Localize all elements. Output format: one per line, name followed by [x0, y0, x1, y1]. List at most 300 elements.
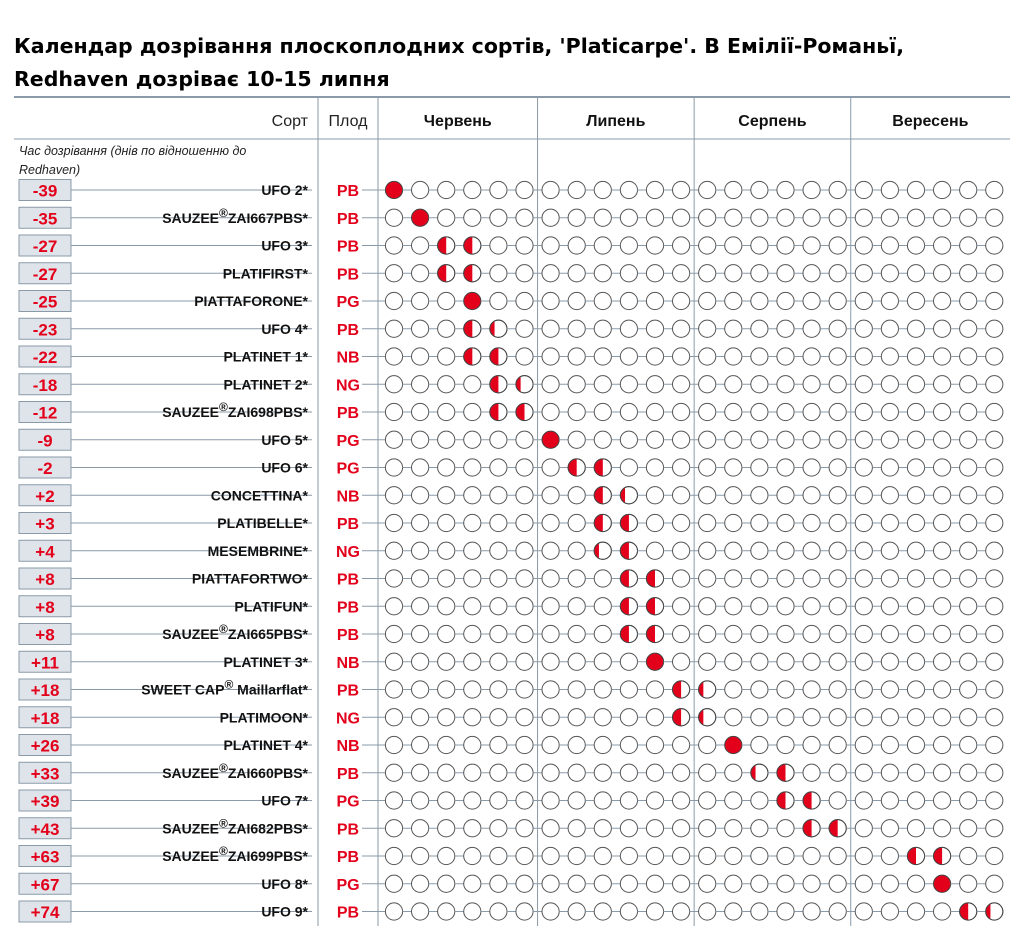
period-circle [385, 514, 402, 531]
registered-mark: ® [219, 205, 228, 220]
variety-name [162, 844, 308, 864]
period-circle [516, 875, 533, 892]
period-circle [620, 903, 637, 920]
period-circle [881, 376, 898, 393]
period-circle [699, 376, 716, 393]
period-circle [829, 542, 846, 559]
period-circle [594, 403, 611, 420]
period-circle [385, 736, 402, 753]
variety-row [19, 622, 1003, 645]
variety-row [19, 457, 1003, 478]
period-circle [829, 237, 846, 254]
period-circle [412, 764, 429, 781]
variety-rows [19, 180, 1003, 923]
fruit-type: PB [336, 183, 360, 200]
period-circle [725, 847, 742, 864]
variety-suffix: ZAI682PBS* [227, 820, 308, 837]
period-circle [725, 681, 742, 698]
offset-value: -39 [32, 181, 58, 201]
period-circle [751, 820, 768, 837]
period-circle [438, 292, 455, 309]
period-circle [751, 736, 768, 753]
period-circle [855, 820, 872, 837]
period-circle [751, 403, 768, 420]
period-circle [751, 209, 768, 226]
period-circle [725, 542, 742, 559]
period-circle [855, 265, 872, 282]
period-circle [829, 653, 846, 670]
period-circle [751, 570, 768, 587]
period-circle [881, 237, 898, 254]
period-circle [412, 181, 429, 198]
period-circle [881, 681, 898, 698]
period-circle [777, 181, 794, 198]
period-circle [699, 598, 716, 615]
period-circle [412, 653, 429, 670]
variety-row [19, 761, 1003, 784]
period-circle [751, 875, 768, 892]
ripening-mark-half [464, 320, 473, 337]
variety-name [162, 816, 308, 836]
period-circle [881, 403, 898, 420]
period-circle [646, 709, 663, 726]
period-circle [646, 237, 663, 254]
period-circle [829, 903, 846, 920]
period-circle [594, 292, 611, 309]
period-circle [855, 348, 872, 365]
period-circle [646, 847, 663, 864]
offset-value: +3 [35, 514, 55, 534]
period-circle [385, 487, 402, 504]
period-circle [673, 903, 690, 920]
period-circle [620, 320, 637, 337]
ripening-mark-half [464, 348, 473, 365]
period-circle [542, 320, 559, 337]
period-circle [907, 903, 924, 920]
period-circle [829, 209, 846, 226]
variety-name [162, 400, 308, 420]
period-circle [385, 653, 402, 670]
ripening-mark-half [620, 625, 629, 642]
period-circle [855, 709, 872, 726]
variety-name: CONCETTINA* [210, 487, 308, 504]
period-circle [438, 487, 455, 504]
period-circle [960, 570, 977, 587]
offset-value: -35 [32, 209, 58, 229]
period-circle [986, 320, 1003, 337]
period-circle [412, 542, 429, 559]
variety-name: UFO 5* [261, 431, 308, 448]
fruit-type: NG [336, 377, 360, 395]
registered-mark: ® [219, 622, 228, 636]
period-circle [516, 348, 533, 365]
variety-name: PLATINET 2* [223, 376, 308, 393]
period-circle [620, 709, 637, 726]
period-circle [620, 431, 637, 448]
period-circle [855, 514, 872, 531]
period-circle [751, 459, 768, 476]
period-circle [438, 403, 455, 420]
period-circle [881, 292, 898, 309]
offset-value: +4 [35, 542, 55, 562]
period-circle [516, 237, 533, 254]
period-circle [986, 542, 1003, 559]
period-circle [725, 265, 742, 282]
period-circle [907, 792, 924, 809]
offset-value: +39 [30, 792, 60, 811]
period-circle [881, 736, 898, 753]
variety-name: PIATTAFORONE* [194, 293, 308, 309]
period-circle [829, 292, 846, 309]
period-circle [412, 487, 429, 504]
period-circle [490, 237, 507, 254]
period-circle [673, 376, 690, 393]
period-circle [542, 542, 559, 559]
period-circle [385, 709, 402, 726]
variety-row [19, 844, 1003, 867]
fruit-type: PB [336, 627, 360, 644]
period-circle [855, 792, 872, 809]
period-circle [855, 764, 872, 781]
fruit-type: PG [336, 432, 360, 450]
period-circle [986, 403, 1003, 420]
period-circle [934, 265, 951, 282]
variety-suffix: ZAI699PBS* [227, 848, 308, 864]
period-circle [412, 847, 429, 864]
period-circle [620, 209, 637, 226]
month-label: Липень [586, 113, 646, 130]
ripening-mark-half [594, 459, 603, 476]
period-circle [855, 431, 872, 448]
period-circle [934, 764, 951, 781]
period-circle [960, 653, 977, 670]
period-circle [412, 820, 429, 837]
period-circle [934, 736, 951, 753]
period-circle [829, 431, 846, 448]
period-circle [412, 570, 429, 587]
period-circle [986, 459, 1003, 476]
period-circle [907, 292, 924, 309]
period-circle [516, 847, 533, 864]
period-circle [829, 376, 846, 393]
period-circle [594, 847, 611, 864]
period-circle [385, 903, 402, 920]
period-circle [907, 431, 924, 448]
period-circle [464, 431, 481, 448]
period-circle [673, 542, 690, 559]
period-circle [438, 459, 455, 476]
period-circle [725, 514, 742, 531]
period-circle [594, 681, 611, 698]
variety-row [19, 596, 1003, 617]
variety-row [19, 235, 1003, 256]
period-circle [803, 320, 820, 337]
offset-value: -12 [32, 403, 58, 423]
variety-row [19, 735, 1003, 756]
period-circle [934, 292, 951, 309]
offset-value: +33 [30, 764, 60, 784]
fruit-type: NG [336, 710, 360, 728]
period-circle [646, 265, 663, 282]
period-circle [960, 487, 977, 504]
period-circle [673, 181, 690, 198]
period-circle [646, 348, 663, 365]
period-circle [464, 792, 481, 809]
period-circle [725, 598, 742, 615]
fruit-type: PB [336, 321, 360, 339]
period-circle [725, 403, 742, 420]
period-circle [960, 209, 977, 226]
period-circle [385, 598, 402, 615]
period-circle [881, 625, 898, 642]
period-circle [699, 459, 716, 476]
offset-value: -2 [37, 459, 53, 478]
period-circle [960, 237, 977, 254]
period-circle [438, 847, 455, 864]
period-circle [464, 459, 481, 476]
period-circle [646, 209, 663, 226]
period-circle [934, 681, 951, 698]
period-circle [960, 320, 977, 337]
ripening-mark-half [594, 514, 603, 531]
period-circle [516, 681, 533, 698]
period-circle [725, 209, 742, 226]
period-circle [594, 903, 611, 920]
period-circle [699, 875, 716, 892]
ripening-mark-full [412, 209, 429, 226]
period-circle [594, 792, 611, 809]
period-circle [438, 514, 455, 531]
variety-name: MESEMBRINE* [207, 542, 308, 559]
period-circle [777, 681, 794, 698]
period-circle [986, 237, 1003, 254]
period-circle [620, 459, 637, 476]
period-circle [829, 764, 846, 781]
period-circle [699, 209, 716, 226]
fruit-type: PG [336, 793, 360, 811]
period-circle [699, 403, 716, 420]
ripening-mark-half [803, 792, 812, 809]
period-circle [568, 847, 585, 864]
period-circle [960, 875, 977, 892]
period-circle [777, 514, 794, 531]
period-circle [907, 265, 924, 282]
period-circle [438, 376, 455, 393]
offset-value: +43 [30, 819, 60, 839]
period-circle [594, 209, 611, 226]
variety-name: PLATIMOON* [219, 709, 308, 726]
period-circle [699, 820, 716, 837]
period-circle [777, 348, 794, 365]
subtitle-line-1: Час дозрівання (днів по відношенню до [19, 144, 247, 158]
period-circle [673, 320, 690, 337]
period-circle [438, 348, 455, 365]
period-circle [934, 570, 951, 587]
period-circle [385, 875, 402, 892]
offset-value: -25 [32, 292, 58, 312]
period-circle [542, 237, 559, 254]
period-circle [464, 681, 481, 698]
period-circle [673, 598, 690, 615]
period-circle [385, 764, 402, 781]
period-circle [464, 570, 481, 587]
period-circle [960, 764, 977, 781]
variety-row [19, 678, 1003, 701]
period-circle [751, 265, 768, 282]
offset-value: -23 [32, 320, 58, 340]
variety-prefix: SAUZEE [162, 848, 219, 864]
period-circle [881, 598, 898, 615]
period-circle [412, 376, 429, 393]
period-circle [881, 431, 898, 448]
period-circle [673, 820, 690, 837]
period-circle [673, 209, 690, 226]
period-circle [412, 431, 429, 448]
offset-value: -18 [32, 375, 58, 395]
period-circle [881, 903, 898, 920]
offset-value: +67 [30, 875, 60, 895]
period-circle [699, 653, 716, 670]
period-circle [907, 403, 924, 420]
period-circle [777, 320, 794, 337]
period-circle [934, 459, 951, 476]
fruit-type: NB [336, 738, 360, 755]
period-circle [516, 459, 533, 476]
period-circle [855, 209, 872, 226]
period-circle [490, 542, 507, 559]
period-circle [620, 820, 637, 837]
period-circle [542, 820, 559, 837]
variety-row [19, 400, 1003, 423]
variety-suffix: ZAI660PBS* [227, 764, 308, 781]
period-circle [960, 542, 977, 559]
period-circle [751, 903, 768, 920]
period-circle [881, 209, 898, 226]
variety-row [19, 291, 1003, 312]
period-circle [725, 487, 742, 504]
period-circle [855, 403, 872, 420]
period-circle [829, 487, 846, 504]
variety-row [19, 568, 1003, 589]
period-circle [907, 459, 924, 476]
period-circle [855, 736, 872, 753]
offset-value: -22 [32, 348, 58, 367]
ripening-mark-half [803, 820, 812, 837]
period-circle [829, 681, 846, 698]
period-circle [542, 459, 559, 476]
period-circle [907, 320, 924, 337]
period-circle [881, 820, 898, 837]
period-circle [673, 237, 690, 254]
period-circle [438, 736, 455, 753]
period-circle [751, 320, 768, 337]
period-circle [907, 736, 924, 753]
period-circle [699, 625, 716, 642]
registered-mark: ® [219, 760, 228, 775]
period-circle [881, 348, 898, 365]
period-circle [385, 320, 402, 337]
period-circle [412, 320, 429, 337]
period-circle [907, 681, 924, 698]
period-circle [829, 514, 846, 531]
period-circle [568, 487, 585, 504]
fruit-type: PB [336, 682, 360, 700]
variety-name: PLATINET 3* [223, 653, 308, 670]
variety-name: UFO 6* [261, 459, 308, 476]
period-circle [490, 709, 507, 726]
variety-row [19, 540, 1003, 561]
offset-value: +18 [30, 708, 60, 728]
chart-title: Календар дозрівання плоскоплодних сортів, 'Platicarpe'. В Емілії-Романьї, Redhaven дозріває 10-15 липня [14, 34, 905, 91]
period-circle [725, 792, 742, 809]
period-circle [751, 598, 768, 615]
period-circle [986, 292, 1003, 309]
period-circle [751, 348, 768, 365]
period-circle [803, 181, 820, 198]
period-circle [673, 487, 690, 504]
period-circle [881, 875, 898, 892]
period-circle [699, 764, 716, 781]
period-circle [490, 847, 507, 864]
period-circle [751, 514, 768, 531]
period-circle [907, 237, 924, 254]
ripening-mark-half [620, 542, 629, 559]
period-circle [438, 625, 455, 642]
period-circle [385, 625, 402, 642]
period-circle [385, 348, 402, 365]
period-circle [385, 292, 402, 309]
registered-mark: ® [219, 816, 228, 831]
period-circle [568, 653, 585, 670]
period-circle [594, 709, 611, 726]
ripening-mark-half [620, 514, 629, 531]
period-circle [620, 653, 637, 670]
period-circle [777, 820, 794, 837]
fruit-type: PB [336, 821, 360, 839]
ripening-mark-half [646, 625, 655, 642]
period-circle [516, 792, 533, 809]
period-circle [516, 292, 533, 309]
period-circle [673, 736, 690, 753]
period-circle [725, 181, 742, 198]
period-circle [594, 875, 611, 892]
period-circle [934, 348, 951, 365]
offset-value: +26 [30, 736, 60, 756]
period-circle [646, 820, 663, 837]
period-circle [960, 792, 977, 809]
period-circle [542, 376, 559, 393]
period-circle [490, 265, 507, 282]
period-circle [960, 348, 977, 365]
period-circle [620, 403, 637, 420]
period-circle [412, 459, 429, 476]
period-circle [725, 820, 742, 837]
ripening-mark-half [568, 459, 577, 476]
offset-value: +2 [35, 486, 55, 506]
period-circle [673, 292, 690, 309]
period-circle [490, 792, 507, 809]
period-circle [907, 598, 924, 615]
period-circle [907, 820, 924, 837]
registered-mark: ® [219, 844, 228, 858]
period-circle [385, 265, 402, 282]
period-circle [620, 348, 637, 365]
period-circle [777, 459, 794, 476]
period-circle [490, 181, 507, 198]
period-circle [516, 514, 533, 531]
period-circle [385, 542, 402, 559]
period-circle [777, 709, 794, 726]
